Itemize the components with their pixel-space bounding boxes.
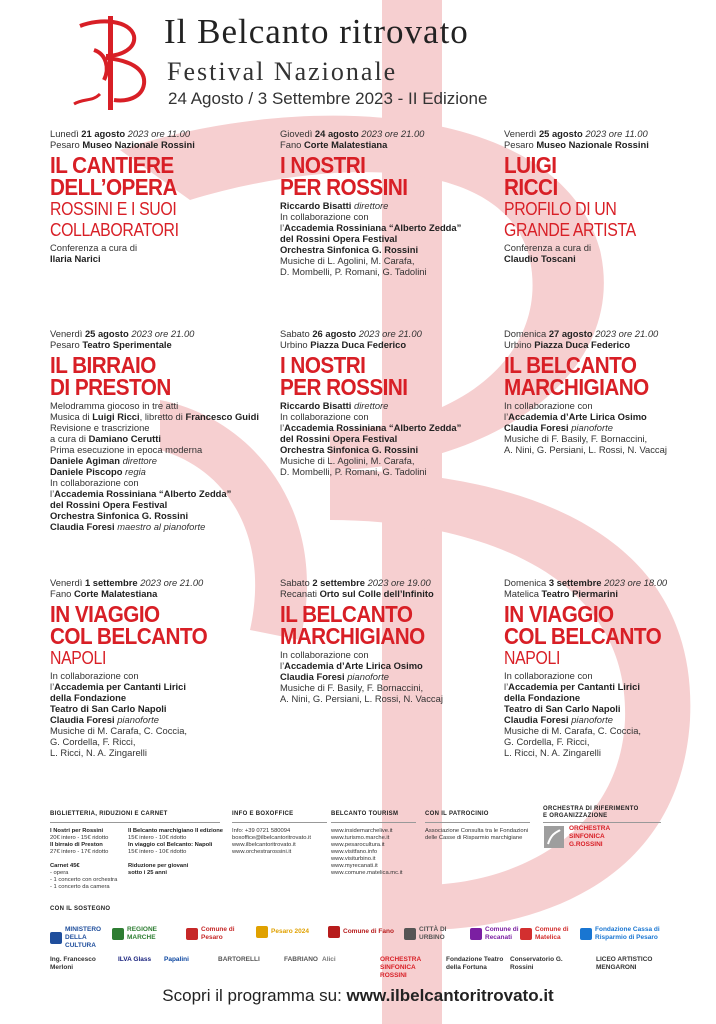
- event-venue: Pesaro Museo Nazionale Rossini: [504, 139, 649, 150]
- event-detail-line: Musiche di F. Basily, F. Bornaccini,: [504, 433, 648, 444]
- event-venue: Fano Corte Malatestiana: [280, 139, 388, 150]
- crest-icon: [328, 926, 340, 938]
- event-detail-line: In collaborazione con: [504, 400, 593, 411]
- event-date: Venerdì 25 agosto 2023 ore 21.00: [50, 328, 195, 339]
- event-title: MARCHIGIANO: [504, 374, 649, 400]
- flower-icon: [580, 928, 592, 940]
- info-line: www.ilbelcantoritrovato.it: [232, 842, 296, 848]
- event-card: [50, 128, 255, 264]
- sponsor-logo: [118, 956, 151, 964]
- sponsor-name: MINISTERO DELLA CULTURA: [65, 926, 102, 949]
- festival-subtitle: Festival Nazionale: [167, 57, 398, 86]
- patrocinio-heading: CON IL PATROCINIO: [425, 811, 489, 817]
- event-details: [50, 400, 259, 532]
- event-card: [50, 328, 259, 532]
- event-detail-line: l’Accademia per Cantanti Lirici: [504, 681, 640, 692]
- sponsor-name: ILVA Glass: [118, 956, 152, 963]
- event-title: I NOSTRI: [280, 352, 366, 378]
- patrocinio-section: [425, 811, 528, 842]
- event-detail-line: del Rossini Opera Festival: [280, 433, 398, 444]
- biglietteria-prices-a: [50, 828, 122, 891]
- sponsor-logo: [218, 956, 260, 964]
- event-detail-line: Musiche di M. Carafa, C. Coccia,: [50, 725, 188, 736]
- orchestra-heading-line: E ORGANIZZAZIONE: [543, 813, 608, 819]
- event-venue: Pesaro Museo Nazionale Rossini: [50, 139, 195, 150]
- event-title: PER ROSSINI: [280, 174, 408, 200]
- event-date: Giovedì 24 agosto 2023 ore 21.00: [280, 128, 425, 139]
- event-detail-line: l’Accademia Rossiniana “Alberto Zedda”: [280, 422, 462, 433]
- event-detail-line: Orchestra Sinfonica G. Rossini: [280, 244, 419, 255]
- info-line: Info: +39 0721 580094: [232, 828, 291, 834]
- info-line: www.comune.matelica.mc.it: [331, 870, 403, 876]
- sponsor-logo: [328, 926, 397, 938]
- infobox-section: [232, 811, 311, 856]
- event-date: Venerdì 1 settembre 2023 ore 21.00: [50, 577, 204, 588]
- info-line: [50, 856, 122, 863]
- sponsor-name: Fondazione Cassa di Risparmio di Pesaro: [595, 926, 660, 941]
- event-detail-line: l’Accademia Rossiniana “Alberto Zedda”: [50, 488, 232, 499]
- website-link[interactable]: www.ilbelcantoritrovato.it: [346, 986, 554, 1005]
- event-date: Sabato 26 agosto 2023 ore 21.00: [280, 328, 422, 339]
- sponsor-logo: [510, 956, 572, 972]
- event-title: PER ROSSINI: [280, 374, 408, 400]
- event-detail-line: In collaborazione con: [280, 649, 369, 660]
- info-line: - opera: [50, 870, 69, 876]
- event-details: [504, 242, 709, 264]
- sponsor-name: LICEO ARTISTICO MENGARONI: [596, 956, 653, 971]
- event-detail-line: del Rossini Opera Festival: [280, 233, 398, 244]
- event-title: IL BELCANTO: [504, 352, 637, 378]
- crest-icon: [520, 928, 532, 940]
- event-detail-line: Claudia Foresi maestro al pianoforte: [50, 521, 206, 532]
- event-details: [280, 200, 485, 277]
- event-title: DI PRESTON: [50, 374, 171, 400]
- event-details: [280, 649, 485, 704]
- event-detail-line: Teatro di San Carlo Napoli: [50, 703, 167, 714]
- crest-icon: [186, 928, 198, 940]
- sponsor-name: Comune di Pesaro: [201, 926, 235, 941]
- event-detail-line: Daniele Piscopo regia: [50, 466, 146, 477]
- footer: [0, 986, 716, 1006]
- event-detail-line: Revisione e trascrizione: [50, 422, 150, 433]
- patrocinio-lines: [425, 828, 528, 842]
- event-detail-line: l’Accademia per Cantanti Lirici: [50, 681, 186, 692]
- event-detail-line: G. Cordella, F. Ricci,: [50, 736, 136, 747]
- info-line: 27€ intero - 17€ ridotto: [50, 849, 109, 855]
- tourism-lines: [331, 828, 403, 877]
- info-line: www.visiturbino.it: [331, 856, 376, 862]
- event-title: IL BELCANTO: [280, 601, 413, 627]
- sponsor-name: Comune di Fano: [343, 928, 394, 935]
- event-date: Domenica 27 agosto 2023 ore 21.00: [504, 328, 659, 339]
- event-detail-line: Claudio Toscani: [504, 253, 576, 264]
- event-detail-line: l’Accademia d’Arte Lirica Osimo: [504, 411, 647, 422]
- event-venue: Recanati Orto sul Colle dell’Infinito: [280, 588, 434, 599]
- event-title: IL CANTIERE: [50, 152, 174, 178]
- sponsor-name: Comune di Recanati: [485, 926, 519, 941]
- info-line: [128, 856, 223, 863]
- sponsor-name: BARTORELLI: [218, 956, 260, 963]
- sponsor-name: Alici: [322, 956, 336, 963]
- event-venue: Pesaro Teatro Sperimentale: [50, 339, 172, 350]
- event-detail-line: Claudia Foresi pianoforte: [504, 714, 613, 725]
- event-detail-line: G. Cordella, F. Ricci,: [504, 736, 590, 747]
- info-line: sotto i 25 anni: [128, 870, 167, 876]
- event-detail-line: In collaborazione con: [280, 211, 369, 222]
- info-line: I Nostri per Rossini: [50, 828, 104, 834]
- sponsor-name: Fondazione Teatro della Fortuna: [446, 956, 504, 971]
- event-subtitle: NAPOLI: [504, 648, 560, 668]
- event-detail-line: a cura di Damiano Cerutti: [50, 433, 161, 444]
- info-line: - 1 concerto da camera: [50, 884, 110, 890]
- sponsor-logo: [164, 956, 189, 964]
- sponsor-logo: [50, 926, 119, 950]
- sponsor-logo: [596, 956, 658, 972]
- info-line: Associazione Consulta tra le Fondazioni: [425, 828, 529, 834]
- info-line: 15€ intero - 10€ ridotto: [128, 835, 187, 841]
- event-detail-line: Conferenza a cura di: [504, 242, 592, 253]
- info-line: Il birraio di Preston: [50, 842, 103, 848]
- event-detail-line: In collaborazione con: [50, 477, 139, 488]
- tourism-heading: BELCANTO TOURISM: [331, 811, 399, 817]
- sponsor-name: Ing. Francesco Merloni: [50, 956, 96, 971]
- event-detail-line: l’Accademia d’Arte Lirica Osimo: [280, 660, 423, 671]
- event-detail-line: A. Nini, G. Persiani, L. Rossi, N. Vaccaj: [280, 693, 443, 704]
- event-detail-line: Musica di Luigi Ricci, libretto di Francesco Guidi: [50, 411, 259, 422]
- event-card: [504, 577, 709, 758]
- event-date: Sabato 2 settembre 2023 ore 19.00: [280, 577, 431, 588]
- event-detail-line: della Fondazione: [50, 692, 127, 703]
- event-detail-line: l’Accademia Rossiniana “Alberto Zedda”: [280, 222, 462, 233]
- event-detail-line: Orchestra Sinfonica G. Rossini: [280, 444, 419, 455]
- info-line: www.turismo.marche.it: [331, 835, 390, 841]
- info-line: www.pesarocultura.it: [331, 842, 385, 848]
- info-line: boxoffice@ilbelcantoritrovato.it: [232, 835, 311, 841]
- event-detail-line: In collaborazione con: [50, 670, 139, 681]
- event-detail-line: D. Mombelli, P. Romani, G. Tadolini: [280, 466, 427, 477]
- event-card: [50, 577, 255, 758]
- event-venue: Urbino Piazza Duca Federico: [504, 339, 631, 350]
- event-date: Venerdì 25 agosto 2023 ore 11.00: [504, 128, 648, 139]
- event-detail-line: Prima esecuzione in epoca moderna: [50, 444, 203, 455]
- event-detail-line: Claudia Foresi pianoforte: [50, 714, 159, 725]
- orchestra-section: [543, 806, 639, 850]
- info-line: www.orchestrarossini.it: [232, 849, 292, 855]
- orchestra-logo-text: ORCHESTRA SINFONICA G.ROSSINI: [569, 825, 610, 848]
- info-line: delle Casse di Risparmio marchigiane: [425, 835, 523, 841]
- biglietteria-prices-b: [128, 828, 223, 891]
- info-line: - 1 concerto con orchestra: [50, 877, 118, 883]
- event-details: [504, 400, 709, 455]
- sponsor-logo: [380, 956, 442, 980]
- event-title: RICCI: [504, 174, 558, 200]
- sostegno-heading: CON IL SOSTEGNO: [50, 906, 111, 912]
- event-subtitle: NAPOLI: [50, 648, 106, 668]
- event-detail-line: Musiche di M. Carafa, C. Coccia,: [504, 725, 642, 736]
- event-title: COL BELCANTO: [50, 623, 208, 649]
- sponsor-logo: [186, 926, 255, 942]
- sponsor-logo: [446, 956, 508, 972]
- sponsor-logo: [404, 926, 473, 942]
- event-date: Lunedì 21 agosto 2023 ore 11.00: [50, 128, 191, 139]
- event-detail-line: Musiche di F. Basily, F. Bornaccini,: [280, 682, 424, 693]
- sponsor-name: Comune di Matelica: [535, 926, 569, 941]
- biglietteria-heading: BIGLIETTERIA, RIDUZIONI E CARNET: [50, 811, 168, 817]
- sponsor-logo: [520, 926, 589, 942]
- event-details: [504, 670, 709, 758]
- infobox-heading: INFO E BOXOFFICE: [232, 811, 294, 817]
- event-title: IL BIRRAIO: [50, 352, 156, 378]
- info-line: 20€ intero - 15€ ridotto: [50, 835, 109, 841]
- event-title: COL BELCANTO: [504, 623, 662, 649]
- sponsor-logo: [284, 956, 318, 964]
- flag-icon: [50, 932, 62, 944]
- event-detail-line: Ilaria Narici: [50, 253, 101, 264]
- event-card: [280, 128, 485, 277]
- sponsor-logo: [580, 926, 665, 942]
- event-detail-line: Daniele Agiman direttore: [50, 455, 157, 466]
- info-line: www.visitfano.info: [331, 849, 378, 855]
- event-venue: Urbino Piazza Duca Federico: [280, 339, 407, 350]
- event-title: LUIGI: [504, 152, 557, 178]
- sponsor-name: REGIONE MARCHE: [127, 926, 157, 941]
- event-detail-line: Claudia Foresi pianoforte: [280, 671, 389, 682]
- orchestra-logo: [543, 824, 639, 850]
- festival-dates: 24 Agosto / 3 Settembre 2023 - II Edizione: [168, 89, 488, 108]
- event-title: I NOSTRI: [280, 152, 366, 178]
- event-subtitle: GRANDE ARTISTA: [504, 220, 636, 240]
- event-detail-line: L. Ricci, N. A. Zingarelli: [50, 747, 147, 758]
- event-detail-line: del Rossini Opera Festival: [50, 499, 168, 510]
- orchestra-heading: [543, 806, 639, 820]
- orchestra-emblem-icon: [543, 824, 565, 850]
- info-line: Il Belcanto marchigiano II edizione: [128, 828, 224, 834]
- event-detail-line: Musiche di L. Agolini, M. Carafa,: [280, 455, 415, 466]
- event-title: IN VIAGGIO: [504, 601, 614, 627]
- event-subtitle: COLLABORATORI: [50, 220, 179, 240]
- info-line: In viaggio col Belcanto: Napoli: [128, 842, 213, 848]
- capital-icon: [256, 926, 268, 938]
- event-detail-line: In collaborazione con: [504, 670, 593, 681]
- event-card: [280, 577, 485, 704]
- event-subtitle: PROFILO DI UN: [504, 199, 617, 219]
- sponsor-name: ORCHESTRA SINFONICA ROSSINI: [380, 956, 421, 979]
- sponsor-name: CITTÀ DI URBINO: [419, 926, 447, 941]
- info-line: Riduzione per giovani: [128, 863, 189, 869]
- info-line: 15€ intero - 10€ ridotto: [128, 849, 187, 855]
- biglietteria-section: [50, 811, 223, 891]
- event-detail-line: D. Mombelli, P. Romani, G. Tadolini: [280, 266, 427, 277]
- event-title: DELL’OPERA: [50, 174, 177, 200]
- info-line: www.myrecanati.it: [331, 863, 378, 869]
- crest-icon: [404, 928, 416, 940]
- event-detail-line: In collaborazione con: [280, 411, 369, 422]
- sponsor-logo: [322, 956, 336, 964]
- event-detail-line: Claudia Foresi pianoforte: [504, 422, 613, 433]
- sponsor-name: Conservatorio G. Rossini: [510, 956, 563, 971]
- info-line: www.insidemarchelive.it: [331, 828, 393, 834]
- sponsor-name: FABRIANO: [284, 956, 318, 963]
- event-title: IN VIAGGIO: [50, 601, 160, 627]
- event-venue: Matelica Teatro Piermarini: [504, 588, 618, 599]
- event-detail-line: Musiche di L. Agolini, M. Carafa,: [280, 255, 415, 266]
- info-line: Carnet 45€: [50, 863, 80, 869]
- sponsor-logo: [50, 956, 112, 972]
- sponsor-logo: [112, 926, 181, 942]
- event-card: [504, 128, 709, 264]
- event-detail-line: Riccardo Bisatti direttore: [280, 200, 389, 211]
- event-detail-line: Teatro di San Carlo Napoli: [504, 703, 621, 714]
- event-detail-line: L. Ricci, N. A. Zingarelli: [504, 747, 601, 758]
- infobox-lines: [232, 828, 311, 856]
- sponsor-name: Pesaro 2024: [271, 928, 309, 935]
- orchestra-heading-line: ORCHESTRA DI RIFERIMENTO: [543, 806, 639, 812]
- event-detail-line: Conferenza a cura di: [50, 242, 138, 253]
- event-detail-line: Melodramma giocoso in tre atti: [50, 400, 179, 411]
- festival-logo: [70, 14, 152, 110]
- event-detail-line: A. Nini, G. Persiani, L. Rossi, N. Vaccaj: [504, 444, 667, 455]
- event-detail-line: Orchestra Sinfonica G. Rossini: [50, 510, 189, 521]
- event-detail-line: Riccardo Bisatti direttore: [280, 400, 389, 411]
- event-details: [50, 670, 255, 758]
- region-icon: [112, 928, 124, 940]
- event-details: [50, 242, 255, 264]
- event-card: [280, 328, 485, 477]
- event-details: [280, 400, 485, 477]
- sponsor-name: Papalini: [164, 956, 189, 963]
- event-venue: Fano Corte Malatestiana: [50, 588, 158, 599]
- sponsor-logo: [256, 926, 325, 938]
- tourism-section: [331, 811, 403, 877]
- event-subtitle: ROSSINI E I SUOI: [50, 199, 177, 219]
- event-title: MARCHIGIANO: [280, 623, 425, 649]
- festival-title: Il Belcanto ritrovato: [164, 12, 469, 51]
- event-date: Domenica 3 settembre 2023 ore 18.00: [504, 577, 668, 588]
- event-detail-line: della Fondazione: [504, 692, 581, 703]
- footer-prefix: Scopri il programma su:: [162, 986, 347, 1005]
- crest-icon: [470, 928, 482, 940]
- event-card: [504, 328, 709, 455]
